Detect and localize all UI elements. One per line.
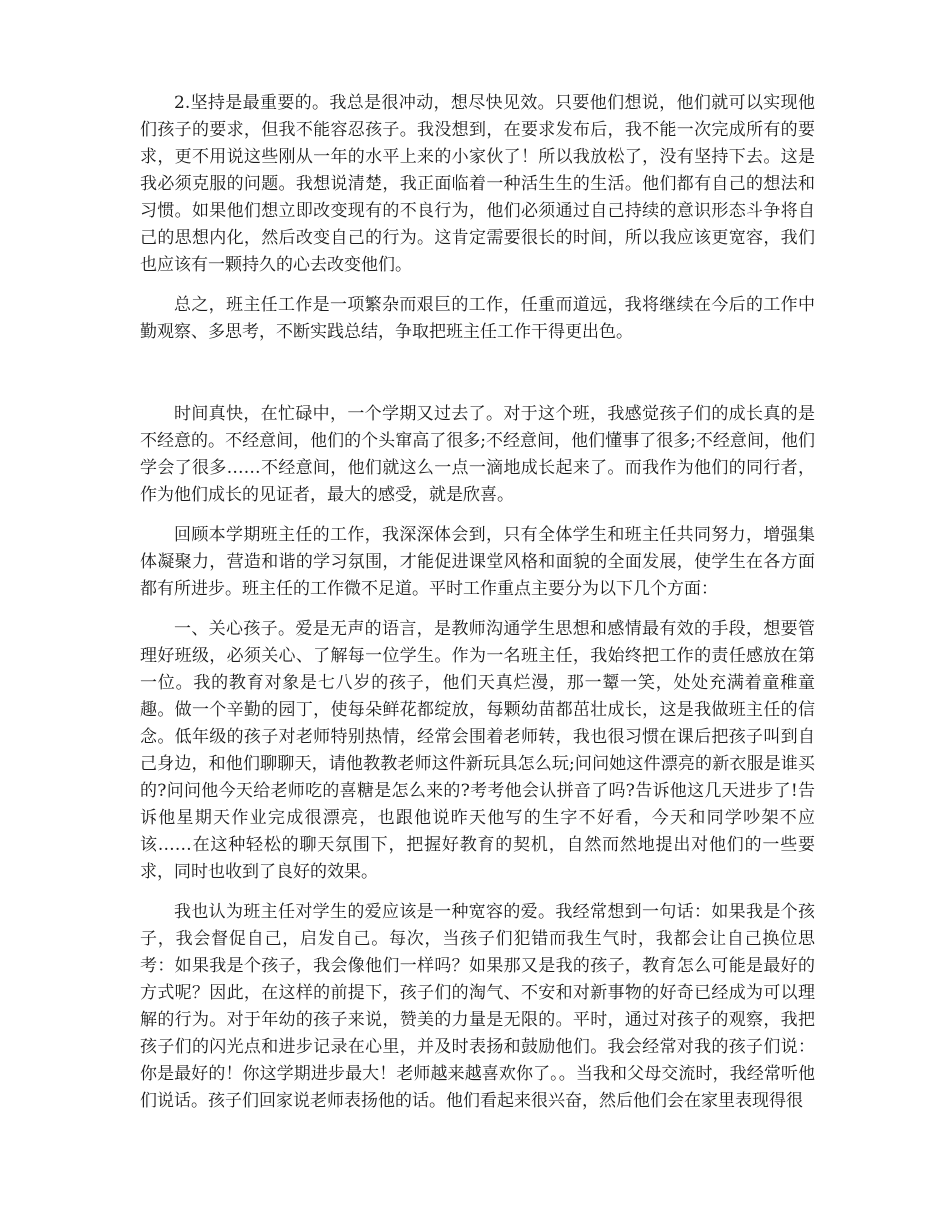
document-page: [140, 90, 815, 1115]
paragraph-tolerant-love: 我也认为班主任对学生的爱应该是一种宽容的爱。我经常想到一句话：如果我是个孩子，我会督促自己，启发自己。每次，当孩子们犯错而我生气时，我都会让自己换位思考：如果我是个孩子，我会像他们一样吗？如果那又是我的孩子，教育怎么可能是最好的方式呢？因此，在这样的前提下，孩子们的淘气、不安和对新事物的好奇已经成为可以理解的行为。对于年幼的孩子来说，赞美的力量是无限的。平时，通过对孩子的观察，我把孩子们的闪光点和进步记录在心里，并及时表扬和鼓励他们。我会经常对我的孩子们说：你是最好的！你这学期进步最大！老师越来越喜欢你了。。当我和父母交流时，我经常听他们说话。孩子们回家说老师表扬他的话。他们看起来很兴奋，然后他们会在家里表现得很: [140, 902, 815, 1111]
paragraph-summary: 总之，班主任工作是一项繁杂而艰巨的工作，任重而道远，我将继续在今后的工作中勤观察、多思考，不断实践总结，争取把班主任工作干得更出色。: [140, 295, 815, 342]
paragraph-review: 回顾本学期班主任的工作，我深深体会到，只有全体学生和班主任共同努力，增强集体凝聚力，营造和谐的学习氛围，才能促进课堂风格和面貌的全面发展，使学生在各方面都有所进步。班主任的工作微不足道。平时工作重点主要分为以下几个方面：: [140, 525, 815, 599]
paragraph-persistence: 2.坚持是最重要的。我总是很冲动，想尽快见效。只要他们想说，他们就可以实现他们孩子的要求，但我不能容忍孩子。我没想到，在要求发布后，我不能一次完成所有的要求，更不用说这些刚从一年的水平上来的小家伙了！所以我放松了，没有坚持下去。这是我必须克服的问题。我想说清楚，我正面临着一种活生生的生活。他们都有自己的想法和习惯。如果他们想立即改变现有的不良行为，他们必须通过自己持续的意识形态斗争将自己的思想内化，然后改变自己的行为。这肯定需要很长的时间，所以我应该更宽容，我们也应该有一颗持久的心去改变他们。: [140, 93, 815, 275]
paragraph-care-for-children: 一、关心孩子。爱是无声的语言，是教师沟通学生思想和感情最有效的手段，想要管理好班级，必须关心、了解每一位学生。作为一名班主任，我始终把工作的责任感放在第一位。我的教育对象是七八岁的孩子，他们天真烂漫，那一颦一笑，处处充满着童稚童趣。做一个辛勤的园丁，使每朵鲜花都绽放，每颗幼苗都茁壮成长，这是我做班主任的信念。低年级的孩子对老师特别热情，经常会围着老师转，我也很习惯在课后把孩子叫到自己身边，和他们聊聊天，请他教教老师这件新玩具怎么玩;问问她这件漂亮的新衣服是谁买的?问问他今天给老师吃的喜糖是怎么来的?考考他会认拼音了吗?告诉他这几天进步了!告诉他星期天作业完成很漂亮，也跟他说昨天他写的生字不好看，今天和同学吵架不应该……在这种轻松的聊天氛围下，把握好教育的契机，自然而然地提出对他们的一些要求，同时也收到了良好的效果。: [140, 619, 815, 882]
paragraph-semester-intro: 时间真快，在忙碌中，一个学期又过去了。对于这个班，我感觉孩子们的成长真的是不经意的。不经意间，他们的个头窜高了很多;不经意间，他们懂事了很多;不经意间，他们学会了很多……不经意间，他们就这么一点一滴地成长起来了。而我作为他们的同行者，作为他们成长的见证者，最大的感受，就是欣喜。: [140, 404, 815, 505]
